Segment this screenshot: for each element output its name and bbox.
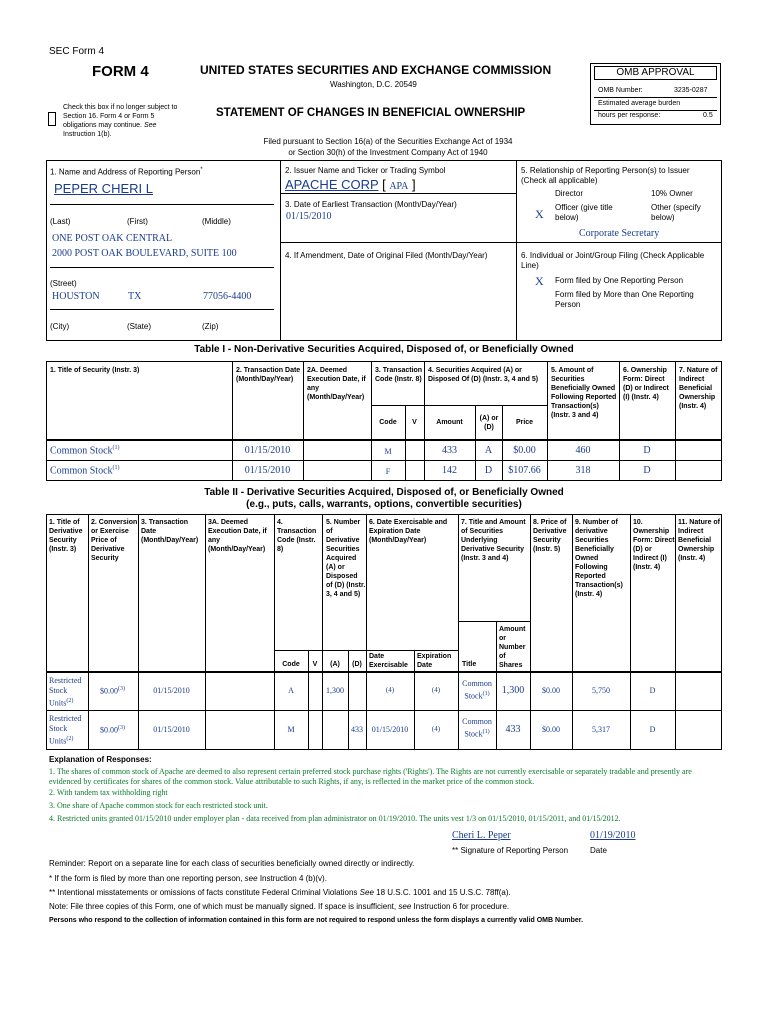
first-label: (First) [127, 217, 148, 226]
t2-h8: 8. Price of Derivative Security (Instr. 5) [533, 519, 567, 553]
one-person-option[interactable]: Form filed by One Reporting Person [555, 276, 684, 285]
omb-number-label: OMB Number: [598, 87, 643, 94]
signature-name: Cheri L. Peper [452, 830, 511, 841]
t2-h3a: 3A. Deemed Execution Date, if any (Month/Day/Year) [208, 519, 267, 553]
omb-hours: 0.5 [703, 112, 713, 119]
t2-row1-a: 1,300 [326, 686, 344, 695]
t1-h7: 7. Nature of Indirect Beneficial Ownership (Instr. 4) [679, 367, 718, 410]
t1-row1-owned: 460 [575, 445, 591, 456]
t2-row1-owned: 5,750 [592, 686, 610, 695]
table2-title: Table II - Derivative Securities Acquired, Disposed of, or Beneficially Owned [204, 487, 564, 498]
other-option[interactable]: Other (specify below) [651, 203, 701, 222]
officer-title: Corporate Secretary [579, 228, 660, 239]
t2-row1-title: Restricted Stock Units$^{(2)}$ [49, 676, 82, 708]
t2-date-ex: Date Exercisable [369, 653, 408, 669]
t1-row1-form: D [643, 445, 651, 456]
middle-label: (Middle) [202, 217, 231, 226]
no-longer-subject-checkbox[interactable] [48, 112, 56, 126]
table2-subtitle: (e.g., puts, calls, warrants, options, convertible securities) [246, 499, 522, 510]
more-person-option[interactable]: Form filed by More than One Reporting Person [555, 290, 694, 309]
t1-row2-price: $107.66 [508, 465, 541, 476]
t2-row2-dprice: $0.00 [542, 725, 560, 734]
ticker-symbol: APA [389, 181, 409, 192]
address-line-1: ONE POST OAK CENTRAL [52, 233, 173, 244]
t1-code: Code [379, 419, 397, 426]
t2-v: V [312, 661, 318, 668]
earliest-transaction-date: 01/15/2010 [286, 211, 332, 222]
t2-h9: 9. Number of derivative Securities Beneficially Owned Following Reported Transaction(s) (Instr. 4) [575, 519, 623, 598]
t2-h4: 4. Transaction Code (Instr. 8) [277, 519, 317, 553]
t2-h6: 6. Date Exercisable and Expiration Date (Month/Day/Year) [369, 519, 448, 544]
t2-h5: 5. Number of Derivative Securities Acquired (A) or Disposed of (D) (Instr. 3, 4 and 5) [326, 519, 366, 598]
t2-row2-utitle: Common Stock$^{(1)}$ [462, 717, 492, 739]
t2-h1: 1. Title of Derivative Security (Instr. 3) [49, 519, 83, 553]
t1-h5: 5. Amount of Securities Beneficially Owned Following Reported Transaction(s) (Instr. 3 and 4) [551, 367, 617, 419]
t1-aord: (A) or (D) [479, 415, 499, 431]
explanation-note-2: 2. With tandem tax withholding right [49, 788, 168, 797]
box1-label: 1. Name and Address of Reporting Person* [50, 167, 203, 177]
box6-label: 6. Individual or Joint/Group Filing (Check Applicable Line) [521, 251, 705, 270]
t2-amount-shares: Amount or Number of Shares [499, 626, 526, 669]
t1-h3: 3. Transaction Code (Instr. 8) [375, 367, 423, 383]
statement-title: STATEMENT OF CHANGES IN BENEFICIAL OWNERSHIP [216, 107, 526, 119]
signature-label: ** Signature of Reporting Person [452, 846, 569, 855]
t1-row2-date: 01/15/2010 [244, 465, 291, 476]
omb-number: 3235-0287 [674, 87, 708, 94]
t1-row2-amount: 142 [442, 465, 457, 476]
checkbox-see: See [143, 122, 157, 129]
ten-pct-owner-option[interactable]: 10% Owner [651, 189, 693, 198]
t1-row1-price: $0.00 [513, 445, 536, 456]
t2-row2-exp: (4) [431, 725, 441, 733]
t1-h4: 4. Securities Acquired (A) or Disposed Of (D) (Instr. 3, 4 and 5) [428, 367, 539, 383]
checkbox-instruction: Instruction 1(b). [63, 131, 112, 138]
footer-note-1: * If the form is filed by more than one reporting person, see Instruction 4 (b)(v). [49, 874, 327, 883]
officer-option[interactable]: Officer (give title below) [555, 203, 613, 222]
t2-row1-date: 01/15/2010 [153, 686, 190, 695]
t2-row1-dprice: $0.00 [542, 686, 560, 695]
last-label: (Last) [50, 217, 71, 226]
t1-row1-ad: A [484, 445, 493, 456]
t2-row1-utitle: Common Stock$^{(1)}$ [462, 679, 492, 701]
t2-row2-form: D [649, 725, 656, 734]
t2-d: (D) [352, 661, 362, 668]
checkbox-label [63, 103, 188, 139]
footer-note-3: Note: File three copies of this Form, one of which must be manually signed. If space is insufficient, see Instruction 6 for procedure. [49, 902, 510, 911]
t2-row2-price: $0.00$^{(3)}$ [100, 725, 125, 735]
t1-h2: 2. Transaction Date (Month/Day/Year) [236, 367, 301, 383]
box5-sub: (Check all applicable) [521, 176, 598, 185]
t1-row1-code: M [384, 447, 392, 456]
footer-omb-notice: Persons who respond to the collection of information contained in this form are not required to respond unless the form displays a currently valid OMB Number. [49, 917, 584, 924]
t2-row1-exp: (4) [431, 686, 441, 694]
t1-row1-title: Common Stock$^{(1)}$ [50, 445, 120, 457]
one-person-check[interactable]: X [535, 274, 544, 288]
t1-h2a: 2A. Deemed Execution Date, if any (Month/Day/Year) [307, 367, 366, 401]
t1-row2-owned: 318 [575, 465, 591, 476]
t2-title-col: Title [462, 661, 477, 668]
footer-reminder: Reminder: Report on a separate line for each class of securities beneficially owned directly or indirectly. [49, 859, 415, 868]
explanation-title: Explanation of Responses: [49, 755, 152, 764]
t1-price: Price [515, 419, 534, 426]
t2-row2-ex: 01/15/2010 [371, 725, 409, 734]
signature-date: 01/19/2010 [590, 830, 636, 841]
t2-row1-form: D [649, 686, 656, 695]
t2-h11: 11. Nature of Indirect Beneficial Ownership (Instr. 4) [678, 519, 721, 562]
t2-h10: 10. Ownership Form: Direct (D) or Indirect (I) (Instr. 4) [633, 519, 675, 571]
t2-h2: 2. Conversion or Exercise Price of Derivative Security [91, 519, 138, 562]
t1-h1: 1. Title of Security (Instr. 3) [50, 367, 140, 374]
issuer-line: APACHE CORP [ APA ] [285, 177, 416, 192]
officer-check[interactable]: X [535, 207, 544, 221]
omb-hours-label: hours per response: [598, 112, 661, 119]
t1-row2-form: D [643, 465, 651, 476]
street-label: (Street) [50, 279, 77, 288]
zip-value: 77056-4400 [203, 291, 252, 302]
city-label: (City) [50, 322, 70, 331]
t1-row2-title: Common Stock$^{(1)}$ [50, 465, 120, 477]
t2-row1-code: A [288, 686, 294, 695]
t2-row1-price: $0.00$^{(3)}$ [100, 686, 125, 696]
address-line-2: 2000 POST OAK BOULEVARD, SUITE 100 [52, 248, 237, 259]
box5-label: 5. Relationship of Reporting Person(s) to Issuer [521, 166, 690, 175]
zip-label: (Zip) [202, 322, 219, 331]
footer-note-2: ** Intentional misstatements or omissions of facts constitute Federal Criminal Violations See 18 U.S.C. 1001 and 15 U.S.C. 78ff(a). [49, 888, 511, 897]
t1-h6: 6. Ownership Form: Direct (D) or Indirect (I) (Instr. 4) [623, 367, 669, 401]
omb-approval-title: OMB APPROVAL [594, 66, 717, 80]
box2-label: 2. Issuer Name and Ticker or Trading Symbol [285, 166, 446, 175]
t2-exp: Expiration Date [417, 653, 452, 669]
t2-row2-d: 433 [351, 725, 363, 734]
t2-h7: 7. Title and Amount of Securities Underlying Derivative Security (Instr. 3 and 4) [461, 519, 526, 562]
box4-label: 4. If Amendment, Date of Original Filed (Month/Day/Year) [285, 251, 488, 260]
t2-h3: 3. Transaction Date (Month/Day/Year) [141, 519, 199, 544]
t1-row2-ad: D [484, 465, 493, 476]
filed-line-2: or Section 30(h) of the Investment Company Act of 1940 [288, 148, 488, 157]
t1-amount: Amount [436, 419, 463, 426]
t2-row2-owned: 5,317 [592, 725, 610, 734]
city-value: HOUSTON [52, 291, 100, 302]
form-number: FORM 4 [92, 63, 149, 80]
checkbox-text: Check this box if no longer subject to Section 16. Form 4 or Form 5 obligations may continue. [63, 104, 178, 129]
explanation-note-1: 1. The shares of common stock of Apache are deemed to also represent certain preferred stock purchase rights ('Rights'). The Rights are not currently exercisable or separately tradable and presently are evidenced by certificates for shares of the common stock. Value attributable to such Rights, if any, is reflected in the market price of the common stock. [49, 767, 692, 786]
state-label: (State) [127, 322, 152, 331]
agency-title: UNITED STATES SECURITIES AND EXCHANGE COMMISSION [200, 63, 552, 77]
t1-row1-amount: 433 [442, 445, 457, 456]
filed-line-1: Filed pursuant to Section 16(a) of the Securities Exchange Act of 1934 [263, 137, 513, 146]
explanation-note-4: 4. Restricted units granted 01/15/2010 under employer plan - data received from plan administrator on 01/19/2010. The units vest 1/3 on 01/15/2010, 01/15/2011, and 01/15/2012. [49, 814, 621, 823]
explanation-note-3: 3. One share of Apache common stock for each restricted stock unit. [49, 801, 268, 810]
table1-title: Table I - Non-Derivative Securities Acquired, Disposed of, or Beneficially Owned [194, 344, 574, 355]
t2-row2-code: M [287, 725, 295, 734]
t2-row2-title: Restricted Stock Units$^{(2)}$ [49, 714, 82, 746]
t2-row2-shares: 433 [505, 724, 521, 735]
t2-code: Code [282, 661, 300, 668]
t1-v: V [412, 419, 417, 426]
t2-row2-date: 01/15/2010 [153, 725, 190, 734]
t1-row1-date: 01/15/2010 [244, 445, 291, 456]
box3-label: 3. Date of Earliest Transaction (Month/Day/Year) [285, 200, 457, 209]
t2-a: (A) [330, 661, 340, 668]
director-option[interactable]: Director [555, 189, 584, 198]
date-label: Date [590, 846, 607, 855]
t2-row1-shares: 1,300 [501, 685, 525, 696]
state-value: TX [128, 291, 142, 302]
reporting-person-name: PEPER CHERI L [54, 181, 153, 196]
t1-row2-code: F [385, 467, 391, 476]
t2-row1-ex: (4) [385, 686, 395, 694]
issuer-name: APACHE CORP [285, 177, 379, 192]
sec-form-label: SEC Form 4 [49, 46, 105, 57]
agency-location: Washington, D.C. 20549 [330, 80, 417, 89]
omb-burden-label: Estimated average burden [598, 100, 681, 107]
